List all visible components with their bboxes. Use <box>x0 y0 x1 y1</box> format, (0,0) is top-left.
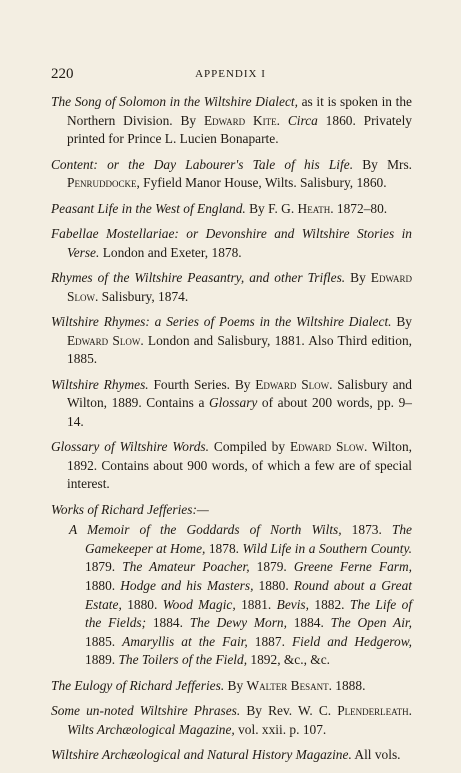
work-title: The Toilers of the Field, <box>118 652 248 668</box>
work-year: 1892, &c., &c. <box>247 652 330 668</box>
work-title: Round about a Great Estate, <box>85 578 413 612</box>
entry-author: Edward Slow. <box>289 439 368 455</box>
entry-title: Wiltshire Archæological and Natural History Magazine. <box>51 747 352 763</box>
entry-author: Walter Besant. <box>246 677 332 693</box>
work-title: A Memoir of the Goddards of North Wilts, <box>69 522 342 538</box>
entry-text: By Mrs. <box>353 156 413 172</box>
entry-details: London and Exeter, 1878. <box>99 244 242 260</box>
entry-author: F. G. Heath. <box>268 200 334 216</box>
entry-text: as it is spoken in the Northern Division. By <box>67 94 412 128</box>
work-title: Greene Ferne Farm, <box>293 559 413 575</box>
entry-author: Penruddocke, <box>67 175 140 191</box>
bibliography-entry <box>51 313 412 369</box>
entry-details: Wilton, 1892. Contains about 900 words, of which a few are of special interest. <box>67 439 413 492</box>
entry-title: Glossary of Wiltshire Words. <box>51 439 209 455</box>
work-year: 1878. <box>205 540 243 556</box>
entry-details: 1888. <box>331 677 366 693</box>
entry-details: of about 200 words, pp. 9–14. <box>67 395 412 429</box>
work-year: 1884. <box>286 615 331 631</box>
bibliography-entry <box>51 269 412 306</box>
entry-title: Some un-noted Wiltshire Phrases. <box>51 703 241 719</box>
work-title: Field and Hedgerow, <box>291 633 412 649</box>
work-year: 1884. <box>146 615 190 631</box>
work-year: 1879. <box>85 559 123 575</box>
bibliography-entry <box>51 376 412 432</box>
entry-author: Edward Slow. <box>67 269 412 304</box>
entry-details: Salisbury, 1874. <box>98 288 189 304</box>
entry-text: Fourth Series. By <box>148 376 256 392</box>
works-heading: Works of Richard Jefferies:— <box>51 501 209 517</box>
entry-text: Compiled by <box>208 439 290 455</box>
entry-details: vol. xxii. p. 107. <box>234 721 327 737</box>
bibliography-list <box>51 93 412 772</box>
entry-author: Edward Slow. <box>67 332 144 348</box>
entry-title: Rhymes of the Wiltshire Peasantry, and other Trifles. <box>51 269 346 285</box>
entry-details: All vols. <box>351 747 401 763</box>
work-title: The Open Air, <box>330 615 412 631</box>
entry-title: Content: or the Day Labourer's Tale of his Life. <box>51 156 354 172</box>
entry-author: Edward Slow. <box>255 376 333 392</box>
entry-text: By <box>345 269 371 285</box>
work-year: 1881. <box>235 596 277 612</box>
running-title: APPENDIX I <box>195 68 266 80</box>
entry-title: The Song of Solomon in the Wiltshire Dialect, <box>51 94 298 109</box>
entry-text: By <box>224 677 247 693</box>
work-year: 1887. <box>247 633 292 649</box>
entry-text: Salisbury and Wilton, 1889. Contains a <box>67 376 413 411</box>
entry-details: London and Salisbury, 1881. Also Third edition, 1885. <box>67 332 412 367</box>
entry-title: Wiltshire Rhymes. <box>51 376 149 392</box>
work-title: Amaryllis at the Fair, <box>122 633 248 649</box>
work-title: The Life of the Fields; <box>85 596 413 631</box>
entry-title: Wilts Archæological Magazine, <box>67 721 235 737</box>
entry-text: By Rev. W. C. <box>240 703 338 719</box>
entry-circa: Circa <box>287 112 318 128</box>
work-year: 1889. <box>85 652 119 668</box>
work-year: 1880. <box>121 596 163 612</box>
bibliography-entry <box>51 677 412 696</box>
work-title: The Amateur Poacher, <box>122 559 250 575</box>
bibliography-entry <box>51 200 412 219</box>
work-year: 1885. <box>85 633 123 649</box>
work-title: Wood Magic, <box>162 596 236 612</box>
work-title: The Gamekeeper at Home, <box>85 522 412 556</box>
work-year: 1873. <box>341 522 392 538</box>
bibliography-entry <box>51 438 412 494</box>
work-year: 1880. <box>85 578 121 594</box>
entry-text: By <box>391 313 412 329</box>
entry-author: Plenderleath. <box>337 703 412 719</box>
bibliography-entry <box>51 746 412 765</box>
work-year: 1882. <box>309 596 350 612</box>
bibliography-entry <box>51 156 412 193</box>
work-title: Wild Life in a Southern County. <box>242 540 413 556</box>
work-title: Bevis, <box>276 596 309 612</box>
bibliography-entry <box>51 702 412 739</box>
work-title: Hodge and his Masters, <box>120 578 254 594</box>
page-number: 220 <box>51 66 74 82</box>
entry-title: Fabellae Mostellariae: or Devonshire and Wiltshire Stories in Verse. <box>51 225 412 260</box>
page-header <box>51 66 410 84</box>
entry-title: Peasant Life in the West of England. <box>51 200 246 216</box>
bibliography-entry <box>51 93 412 149</box>
entry-title: The Eulogy of Richard Jefferies. <box>51 677 225 693</box>
entry-details: 1872–80. <box>333 200 388 216</box>
work-year: 1880. <box>253 578 294 594</box>
entry-details: Fyfield Manor House, Wilts. Salisbury, 1860. <box>139 175 387 191</box>
jefferies-works-list <box>51 521 412 670</box>
entry-title: Glossary <box>208 395 258 411</box>
work-year: 1879. <box>249 559 294 575</box>
work-title: The Dewy Morn, <box>189 615 287 631</box>
entry-details: 1860. Privately printed for Prince L. Lucien Bonaparte. <box>67 112 412 147</box>
entry-title: Wiltshire Rhymes: a Series of Poems in the Wiltshire Dialect. <box>51 313 392 329</box>
entry-text: By <box>245 200 269 216</box>
entry-author: Edward Kite. <box>203 112 280 128</box>
bibliography-entry <box>51 225 412 262</box>
